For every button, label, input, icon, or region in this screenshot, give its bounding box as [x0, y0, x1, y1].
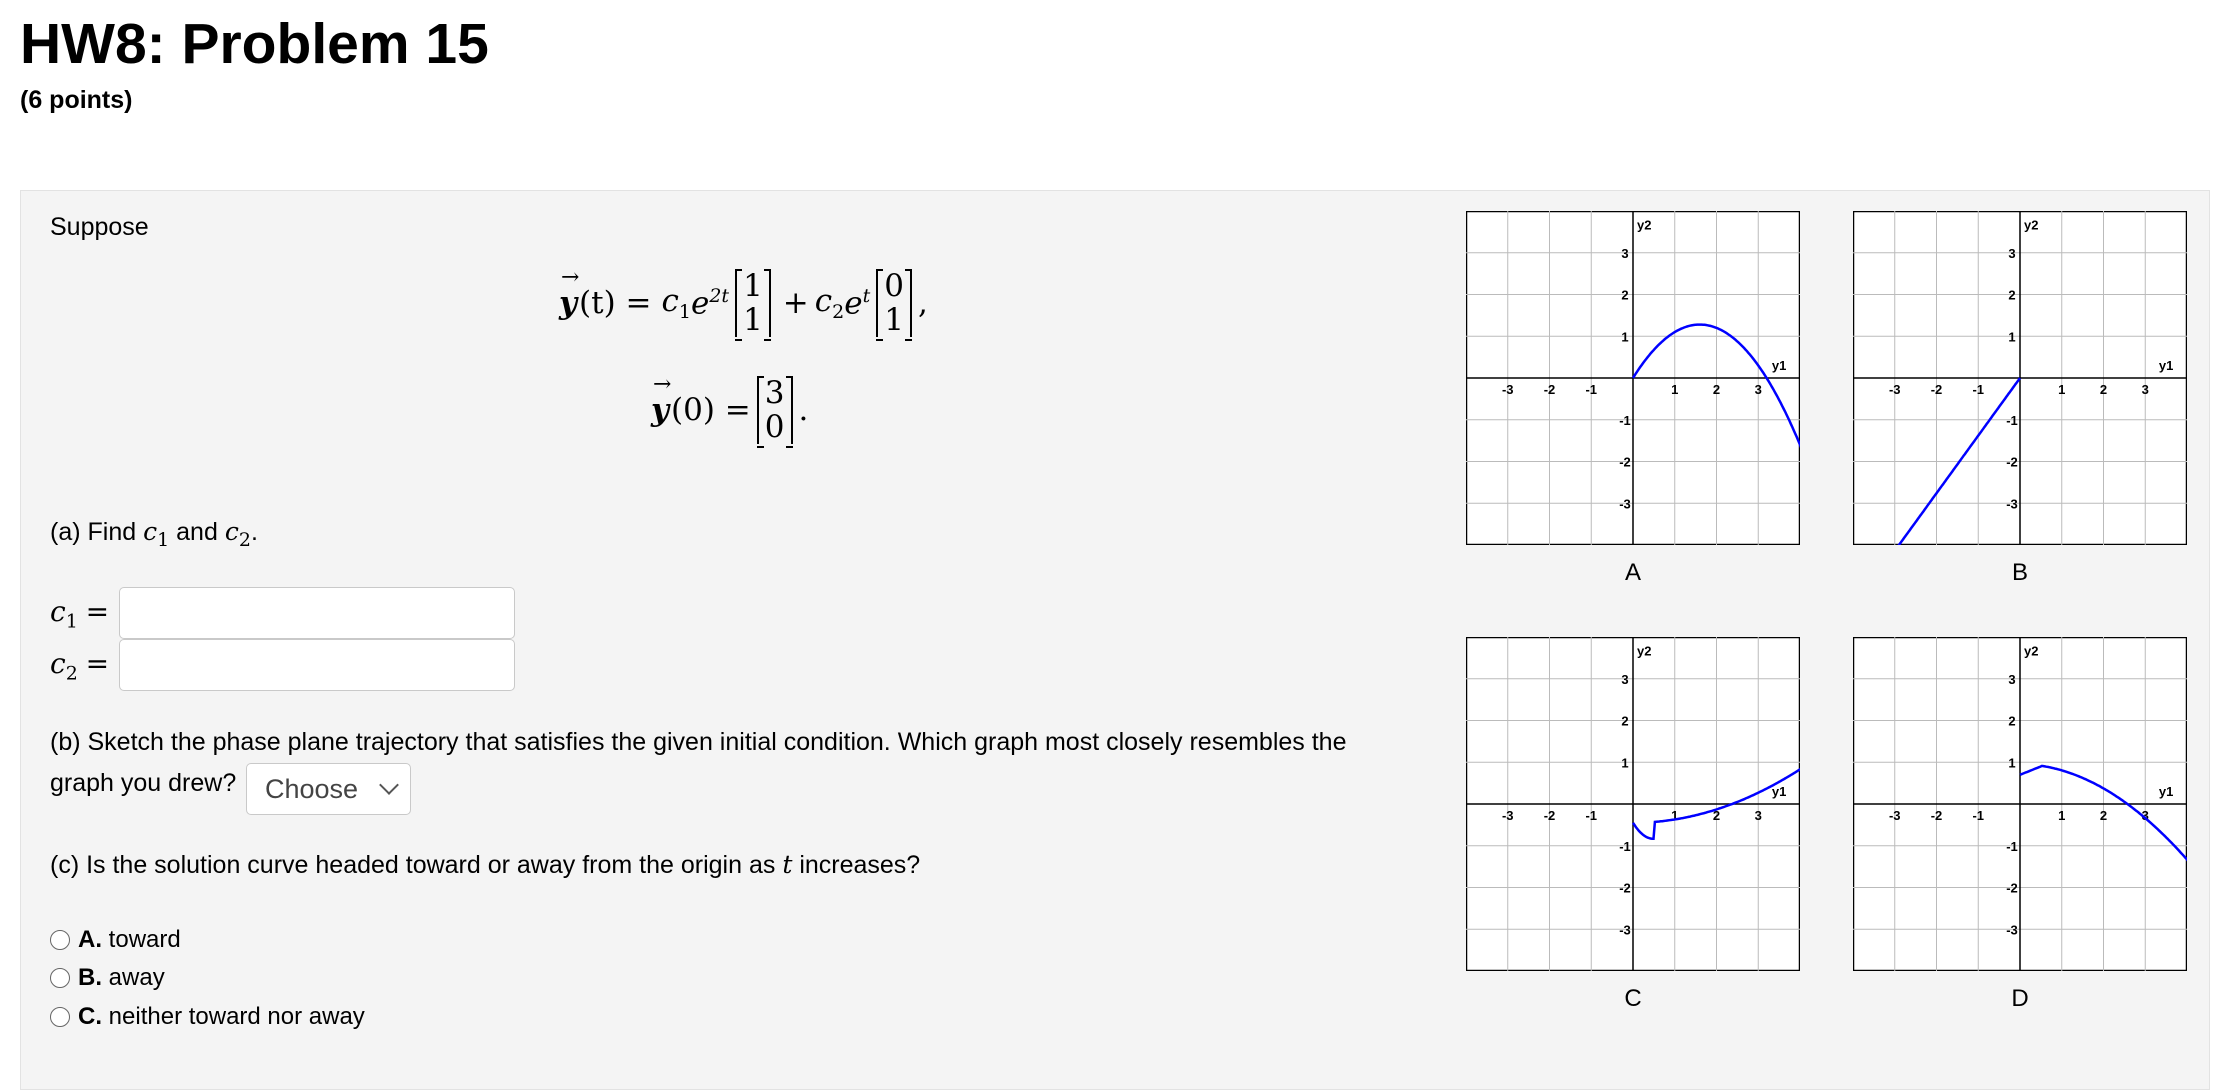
x-tick-label: -2: [1930, 382, 1943, 397]
x-axis-label: y1: [2158, 358, 2174, 373]
radio-a[interactable]: [50, 930, 70, 950]
c2-label: $c_2$ =: [50, 647, 110, 685]
c1-label: $c_1$ =: [50, 595, 110, 633]
y-tick-label: -3: [1619, 922, 1631, 938]
graph-b: [1853, 211, 2187, 545]
x-tick-label: 3: [1754, 382, 1762, 397]
x-tick-label: -1: [1585, 808, 1598, 823]
eq1-exp1: $e^{2t}$: [690, 284, 730, 322]
vector-y-0: → y: [651, 392, 669, 428]
x-tick-label: 2: [1712, 808, 1721, 823]
graph-c: [1466, 637, 1800, 971]
y-tick-label: -1: [1619, 412, 1631, 428]
y-axis-label: y2: [2024, 217, 2039, 233]
y-axis-label: y2: [1637, 217, 1652, 233]
y-tick-label: -1: [1619, 838, 1631, 854]
radio-b[interactable]: [50, 968, 70, 988]
graph-c-caption: C: [1624, 985, 1642, 1012]
chevron-down-icon: [379, 775, 399, 795]
y-tick-label: -2: [1619, 454, 1631, 470]
y-tick-label: 2: [2008, 287, 2016, 303]
y-tick-label: 3: [1621, 671, 1629, 687]
part-b-prompt-line2: graph you drew?: [50, 769, 237, 797]
x-tick-label: 1: [2058, 808, 2066, 823]
y-tick-label: 2: [1621, 713, 1629, 729]
y-tick-label: -1: [2006, 838, 2018, 854]
x-tick-label: 2: [2099, 382, 2108, 397]
vector-3-0: 3 0: [757, 376, 793, 444]
y-tick-label: -3: [2006, 496, 2018, 512]
y-tick-label: -1: [2006, 412, 2018, 428]
x-tick-label: -2: [1930, 808, 1943, 823]
problem-panel: [20, 190, 2210, 1090]
c1-input[interactable]: [119, 587, 515, 639]
x-axis-label: y1: [2158, 784, 2174, 799]
vector-y: → y: [559, 285, 577, 321]
y-tick-label: -3: [1619, 496, 1631, 512]
y-tick-label: 3: [2008, 671, 2016, 687]
y-tick-label: 1: [1621, 755, 1629, 771]
graph-b-caption: B: [2011, 559, 2028, 586]
part-a-prompt: (a) Find $c_1$ and $c_2$.: [50, 517, 258, 551]
graph-A-svg: [1466, 211, 1800, 545]
eq1-c1: $c_1$: [661, 283, 691, 324]
x-tick-label: 3: [2141, 808, 2149, 823]
vector-1-1: 1 1: [735, 269, 771, 337]
x-tick-label: -3: [1888, 382, 1901, 397]
option-a[interactable]: A. toward: [50, 926, 181, 954]
x-tick-label: -3: [1501, 808, 1514, 823]
eq1-c2: $c_2$: [814, 283, 845, 324]
graph-C-svg: [1466, 637, 1800, 971]
y-tick-label: 1: [2008, 329, 2016, 345]
eq2-period: .: [798, 392, 809, 429]
x-tick-label: 1: [2058, 382, 2066, 397]
eq1-exp2: $e^t$: [844, 284, 871, 322]
y-tick-label: 2: [1621, 287, 1629, 303]
c2-input[interactable]: [119, 639, 515, 691]
intro-text: Suppose: [50, 213, 149, 241]
select-value: Choose: [265, 773, 359, 804]
y-tick-label: -3: [2006, 922, 2018, 938]
x-tick-label: 2: [1712, 382, 1721, 397]
graph-choice-select[interactable]: [246, 763, 411, 815]
x-tick-label: -2: [1543, 382, 1556, 397]
x-tick-label: -3: [1888, 808, 1901, 823]
x-tick-label: 1: [1671, 808, 1679, 823]
x-tick-label: 2: [2099, 808, 2108, 823]
x-tick-label: -1: [1585, 382, 1598, 397]
x-axis-label: y1: [1771, 358, 1787, 373]
y-tick-label: 3: [1621, 245, 1629, 261]
y-tick-label: 1: [2008, 755, 2016, 771]
x-tick-label: -1: [1972, 382, 1985, 397]
y-tick-label: -2: [2006, 454, 2018, 470]
y-tick-label: 3: [2008, 245, 2016, 261]
graph-d-caption: D: [2011, 985, 2029, 1012]
y-tick-label: 2: [2008, 713, 2016, 729]
eq1-plus: +: [782, 285, 809, 322]
radio-c[interactable]: [50, 1007, 70, 1027]
graph-a: [1466, 211, 1800, 545]
eq1-lhs: (t) =: [579, 285, 652, 322]
option-b[interactable]: B. away: [50, 964, 165, 992]
graph-a-caption: A: [1624, 559, 1641, 586]
option-c[interactable]: C. neither toward nor away: [50, 1003, 365, 1031]
part-b-prompt-line1: (b) Sketch the phase plane trajectory that satisfies the given initial condition. Which graph most closely resembles the: [50, 728, 1347, 756]
x-tick-label: -2: [1543, 808, 1556, 823]
x-tick-label: 1: [1671, 382, 1679, 397]
points-label: (6 points): [20, 86, 133, 114]
x-tick-label: 3: [1754, 808, 1762, 823]
x-tick-label: 3: [2141, 382, 2149, 397]
eq2-lhs: (0) =: [671, 392, 751, 429]
page-title: HW8: Problem 15: [20, 12, 489, 76]
part-c-prompt: (c) Is the solution curve headed toward or away from the origin as t increases?: [50, 850, 921, 879]
eq1-comma: ,: [917, 285, 928, 322]
y-tick-label: -2: [1619, 880, 1631, 896]
y-tick-label: -2: [2006, 880, 2018, 896]
graph-d: [1853, 637, 2187, 971]
y-axis-label: y2: [1637, 643, 1652, 659]
equation-initial-condition: [651, 376, 808, 444]
equation-solution: [559, 269, 928, 337]
graph-D-svg: [1853, 637, 2187, 971]
x-tick-label: -3: [1501, 382, 1514, 397]
vector-0-1: 0 1: [876, 269, 912, 337]
y-tick-label: 1: [1621, 329, 1629, 345]
x-axis-label: y1: [1771, 784, 1787, 799]
x-tick-label: -1: [1972, 808, 1985, 823]
y-axis-label: y2: [2024, 643, 2039, 659]
graph-B-svg: [1853, 211, 2187, 545]
